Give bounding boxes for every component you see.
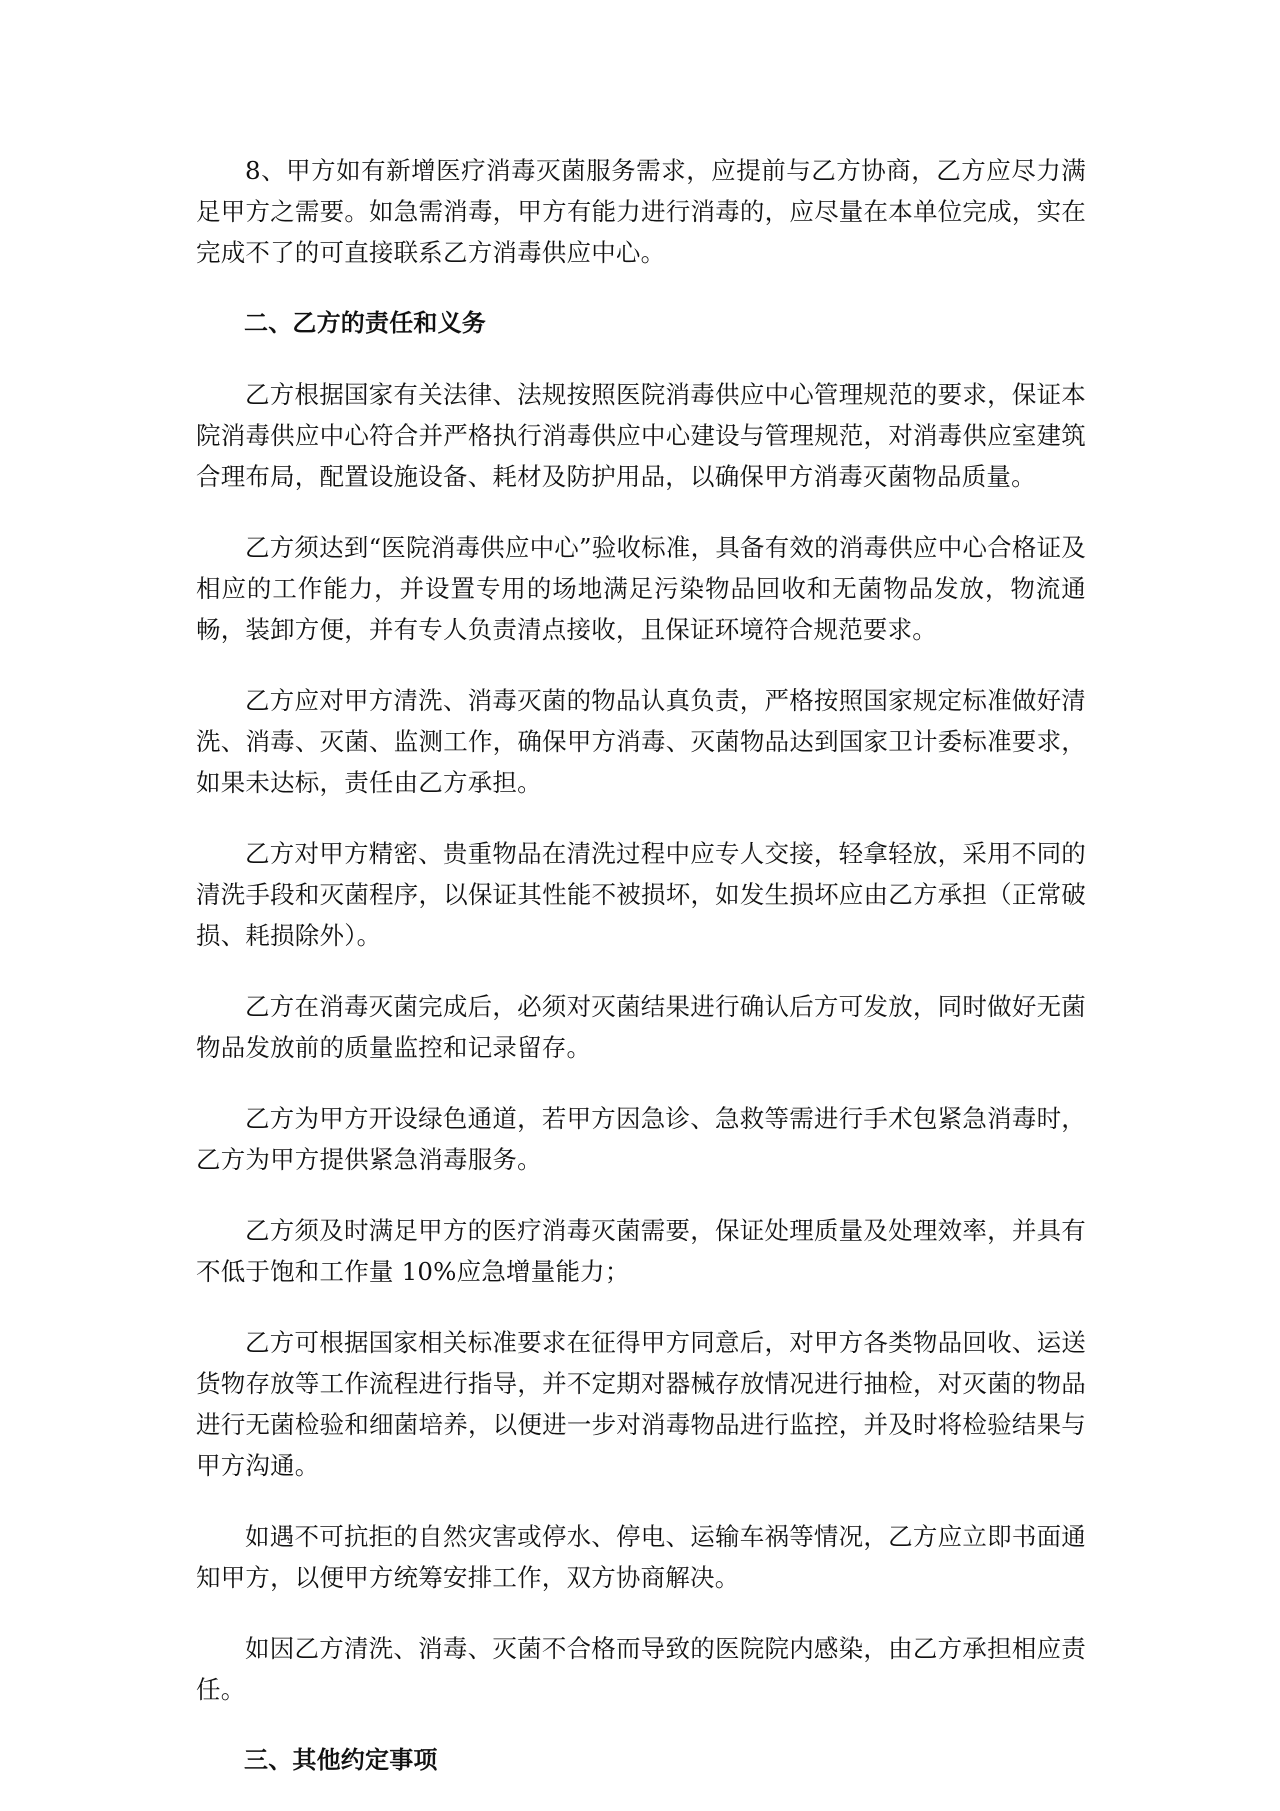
paragraph-force-majeure: 如遇不可抗拒的自然灾害或停水、停电、运输车祸等情况，乙方应立即书面通知甲方，以便甲方统筹安排工作，双方协商解决。 [196,1522,1086,1592]
section-heading-other-matters: 三、其他约定事项 [244,1746,438,1774]
paragraph-compliance: 乙方根据国家有关法律、法规按照医院消毒供应中心管理规范的要求，保证本院消毒供应中心符合并严格执行消毒供应中心建设与管理规范，对消毒供应室建筑合理布局，配置设施设备、耗材及防护用品，以确保甲方消毒灭菌物品质量。 [196,380,1086,491]
paragraph-capacity: 乙方须及时满足甲方的医疗消毒灭菌需要，保证处理质量及处理效率，并具有不低于饱和工作量 10%应急增量能力； [196,1216,1086,1286]
paragraph-release-confirmation: 乙方在消毒灭菌完成后，必须对灭菌结果进行确认后方可发放，同时做好无菌物品发放前的质量监控和记录留存。 [196,992,1086,1062]
paragraph-responsibility: 乙方应对甲方清洗、消毒灭菌的物品认真负责，严格按照国家规定标准做好清洗、消毒、灭菌、监测工作，确保甲方消毒、灭菌物品达到国家卫计委标准要求，如果未达标，责任由乙方承担。 [196,686,1086,797]
paragraph-green-channel: 乙方为甲方开设绿色通道，若甲方因急诊、急救等需进行手术包紧急消毒时，乙方为甲方提供紧急消毒服务。 [196,1104,1086,1174]
paragraph-item-8: 8、甲方如有新增医疗消毒灭菌服务需求，应提前与乙方协商，乙方应尽力满足甲方之需要。如急需消毒，甲方有能力进行消毒的，应尽量在本单位完成，实在完成不了的可直接联系乙方消毒供应中心。 [196,156,1086,267]
section-heading-party-b-duties: 二、乙方的责任和义务 [244,309,486,337]
paragraph-infection-liability: 如因乙方清洗、消毒、灭菌不合格而导致的医院院内感染，由乙方承担相应责任。 [196,1634,1086,1704]
document-body [196,150,1086,1811]
paragraph-guidance: 乙方可根据国家相关标准要求在征得甲方同意后，对甲方各类物品回收、运送货物存放等工作流程进行指导，并不定期对器械存放情况进行抽检，对灭菌的物品进行无菌检验和细菌培养，以便进一步对消毒物品进行监控，并及时将检验结果与甲方沟通。 [196,1328,1086,1480]
paragraph-acceptance-standard: 乙方须达到“医院消毒供应中心”验收标准，具备有效的消毒供应中心合格证及相应的工作能力，并设置专用的场地满足污染物品回收和无菌物品发放，物流通畅，装卸方便，并有专人负责清点接收，且保证环境符合规范要求。 [196,533,1086,644]
paragraph-precision-items: 乙方对甲方精密、贵重物品在清洗过程中应专人交接，轻拿轻放，采用不同的清洗手段和灭菌程序，以保证其性能不被损坏，如发生损坏应由乙方承担（正常破损、耗损除外）。 [196,839,1086,950]
